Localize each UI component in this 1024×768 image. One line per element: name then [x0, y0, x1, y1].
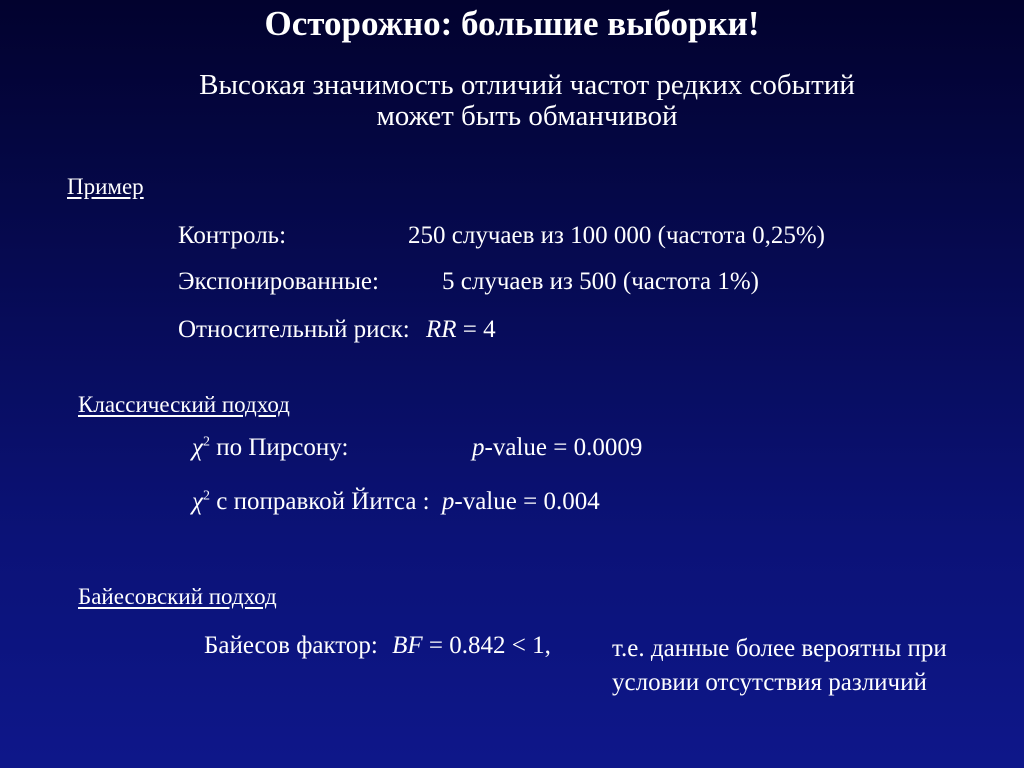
- exposed-label: Экспонированные:: [178, 268, 379, 295]
- relative-risk-row: [178, 316, 496, 344]
- bf-symbol: BF: [392, 632, 423, 659]
- slide-title: Осторожно: большие выборки!: [264, 4, 760, 43]
- conclusion-line-1: т.е. данные более вероятны при: [612, 635, 947, 662]
- subtitle-line-1: Высокая значимость отличий частот редких событий: [199, 69, 855, 101]
- bayes-conclusion: [612, 632, 947, 700]
- subtitle-line-2: может быть обманчивой: [376, 100, 678, 132]
- pearson-value: -value = 0.0009: [484, 434, 643, 461]
- exposed-value: 5 случаев из 500 (частота 1%): [442, 268, 759, 295]
- rr-value: = 4: [462, 316, 496, 343]
- pearson-label: по Пирсону:: [216, 434, 349, 461]
- bayes-factor-row: [204, 632, 551, 660]
- classical-heading: Классический подход: [78, 392, 290, 417]
- yates-label: с поправкой Йитса :: [216, 488, 430, 515]
- example-heading: Пример: [67, 174, 144, 199]
- bayesian-heading: Байесовский подход: [78, 584, 277, 609]
- bf-label: Байесов фактор:: [204, 632, 378, 659]
- yates-row: [192, 488, 600, 516]
- yates-value: -value = 0.004: [454, 488, 600, 515]
- bf-value: = 0.842 < 1,: [428, 632, 551, 659]
- conclusion-line-2: условии отсутствия различий: [612, 669, 927, 696]
- slide-subtitle: [0, 70, 1024, 132]
- chi-exponent-2: 2: [203, 488, 210, 504]
- pearson-p-symbol: p: [472, 434, 485, 461]
- yates-p-symbol: p: [441, 488, 455, 515]
- chi-symbol: χ: [192, 434, 203, 461]
- chi-exponent: 2: [203, 434, 210, 450]
- control-label: Контроль:: [178, 222, 287, 249]
- control-value: 250 случаев из 100 000 (частота 0,25%): [408, 222, 825, 249]
- pearson-p-value: [472, 434, 642, 462]
- rr-symbol: RR: [425, 316, 457, 343]
- rr-label: Относительный риск:: [178, 316, 410, 343]
- chi-symbol-2: χ: [192, 488, 203, 515]
- pearson-row: [192, 434, 348, 462]
